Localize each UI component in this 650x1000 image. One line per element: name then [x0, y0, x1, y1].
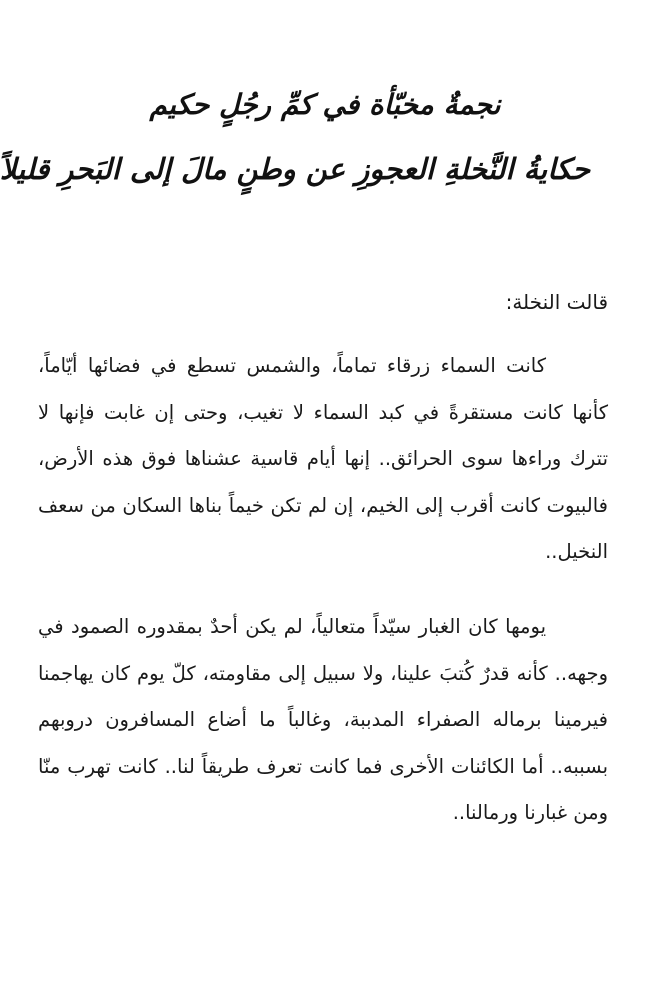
page-title: نجمةٌ مخبّأة في كمِّ رجُلٍ حكيم — [149, 88, 501, 121]
story-paragraph-2: يومها كان الغبار سيّداً متعالياً، لم يكن أحدٌ بمقدوره الصمود في وجهه.. كأنه قدرٌ كُتبَ علينا، ولا سبيل إلى مقاومته، كلّ يوم كان يهاجمنا فيرمينا برماله الصفراء المدببة، وغالباً ما أضاع المسافرون دروبهم بسببه.. أما الكائنات الأخرى فما كانت تعرف طريقاً لنا.. كانت تهرب منّا ومن غبارنا ورمالنا.. — [38, 615, 608, 824]
page-subtitle: حكايةُ النَّخلةِ العجوزِ عن وطنٍ مالَ إلى البَحرِ قليلاً — [0, 152, 590, 186]
speaker-line: قالت النخلة: — [505, 290, 608, 314]
story-paragraph-1: كانت السماء زرقاء تماماً، والشمس تسطع في فضائها أيّاماً، كأنها كانت مستقرةً في كبد السماء لا تغيب، وحتى إن غابت فإنها لا تترك وراءها سوى الحرائق.. إنها أيام قاسية عشناها فوق هذه الأرض، فالبيوت كانت أقرب إلى الخيم، إن لم تكن خيماً بناها السكان من سعف النخيل.. — [38, 354, 608, 563]
